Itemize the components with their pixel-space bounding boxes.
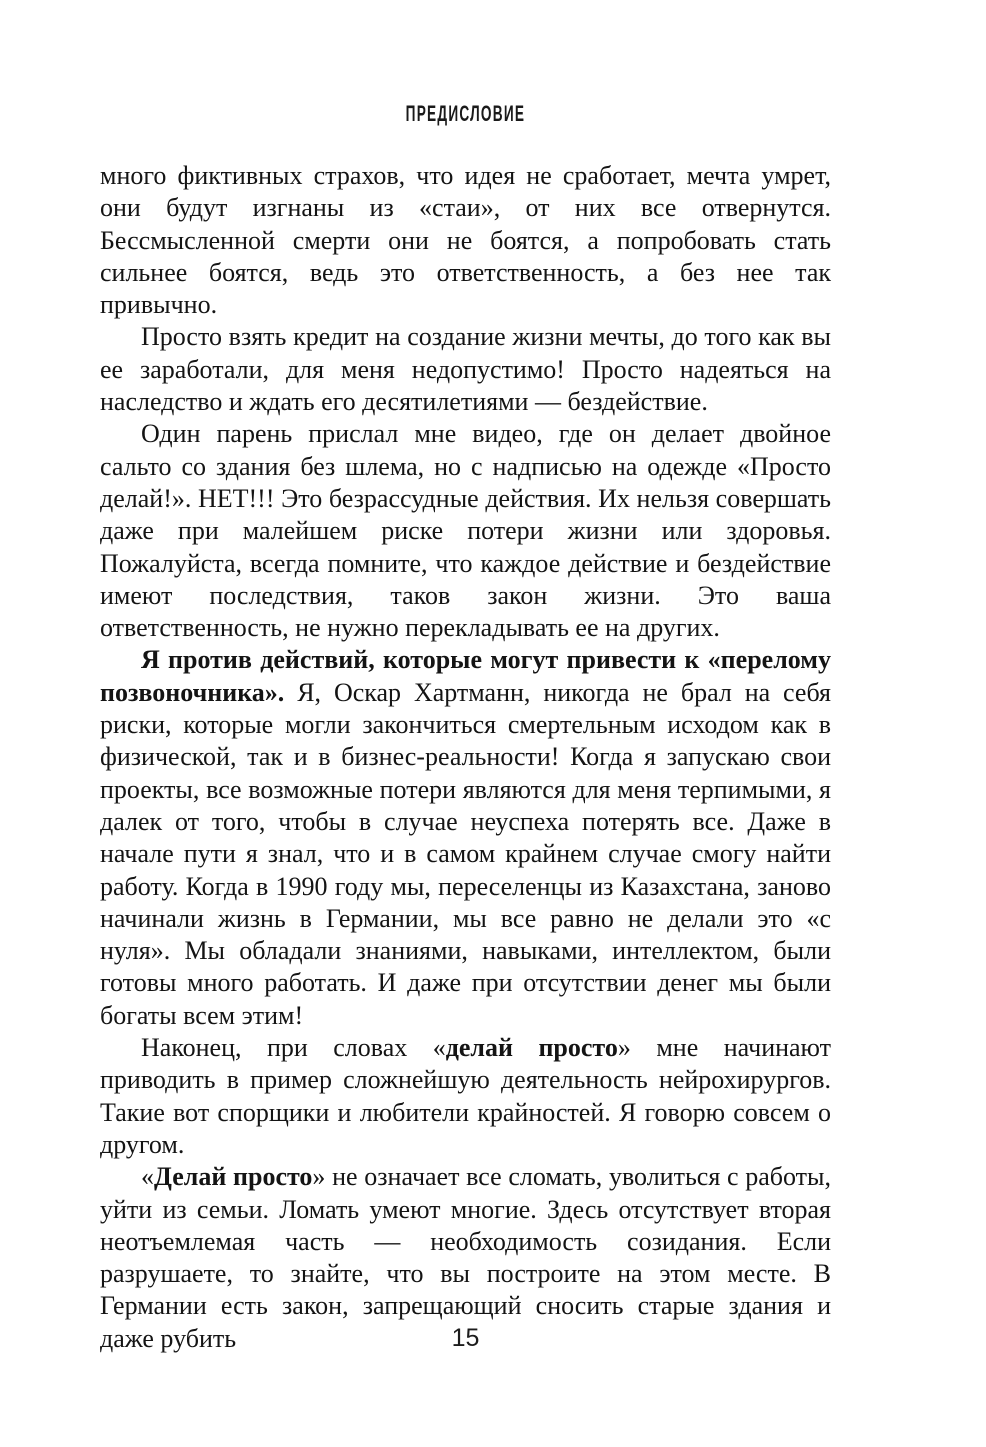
paragraph-6-bold-text: Делай просто: [154, 1162, 313, 1192]
paragraph-4: [100, 644, 831, 1032]
paragraph-3: [100, 418, 831, 644]
paragraph-6-open-quote: «: [141, 1162, 154, 1192]
paragraph-4-bold-text: Я против действий, которые могут привести к «перелому позвоночника».: [100, 645, 831, 707]
paragraph-3-text: Один парень прислал мне видео, где он делает двойное сальто со здания без шлема, но с надписью на одежде «Просто делай!». НЕТ!!! Это безрассудные действия. Их нельзя совершать даже при малейшем риске потери жизни или здоровья. Пожалуйста, всегда помните, что каждое действие и бездействие имеют последствия, таков закон жизни. Это ваша ответственность, не нужно перекладывать ее на других.: [100, 419, 831, 643]
paragraph-5-text-end: » мне начинают приводить в пример сложнейшую деятельность нейрохирургов. Такие вот спорщики и любители крайностей. Я говорю совсем о другом.: [100, 1033, 831, 1159]
running-header: [100, 101, 831, 127]
paragraph-5: [100, 1032, 831, 1161]
paragraph-5-bold-text: делай просто: [445, 1033, 618, 1063]
chapter-title: ПРЕДИСЛОВИЕ: [405, 101, 526, 126]
paragraph-6-text: » не означает все сломать, уволиться с работы, уйти из семьи. Ломать умеют многие. Здесь отсутствует вторая неотъемлемая часть — необходимость созидания. Если разрушаете, то знайте, что вы построите на этом месте. В Германии есть закон, запрещающий сносить старые здания и даже рубить: [100, 1162, 831, 1353]
paragraph-5-text-start: Наконец, при словах «: [141, 1033, 446, 1063]
paragraph-1: [100, 160, 831, 321]
paragraph-2-text: Просто взять кредит на создание жизни мечты, до того как вы ее заработали, для меня недопустимо! Просто надеяться на наследство и ждать его десятилетиями — бездействие.: [100, 322, 831, 417]
paragraph-4-text: Я, Оскар Хартманн, никогда не брал на себя риски, которые могли закончиться смертельным исходом как в физической, так и в бизнес-реальности! Когда я запускаю свои проекты, все возможные потери являются для меня терпимыми, я далек от того, чтобы в случае неуспеха потерять все. Даже в начале пути я знал, что и в самом крайнем случае смогу найти работу. Когда в 1990 году мы, переселенцы из Казахстана, заново начинали жизнь в Германии, мы все равно не делали это «с нуля». Мы обладали знаниями, навыками, интеллектом, были готовы много работать. И даже при отсутствии денег мы были богаты всем этим!: [100, 677, 831, 1030]
page-number: 15: [451, 1324, 480, 1352]
paragraph-1-text: много фиктивных страхов, что идея не сработает, мечта умрет, они будут изгнаны из «стаи», от них все отвернутся. Бессмысленной смерти они не боятся, а попробовать стать сильнее боятся, ведь это ответственность, а без нее так привычно.: [100, 161, 831, 320]
text-block: [100, 160, 831, 1355]
paragraph-2: [100, 321, 831, 418]
